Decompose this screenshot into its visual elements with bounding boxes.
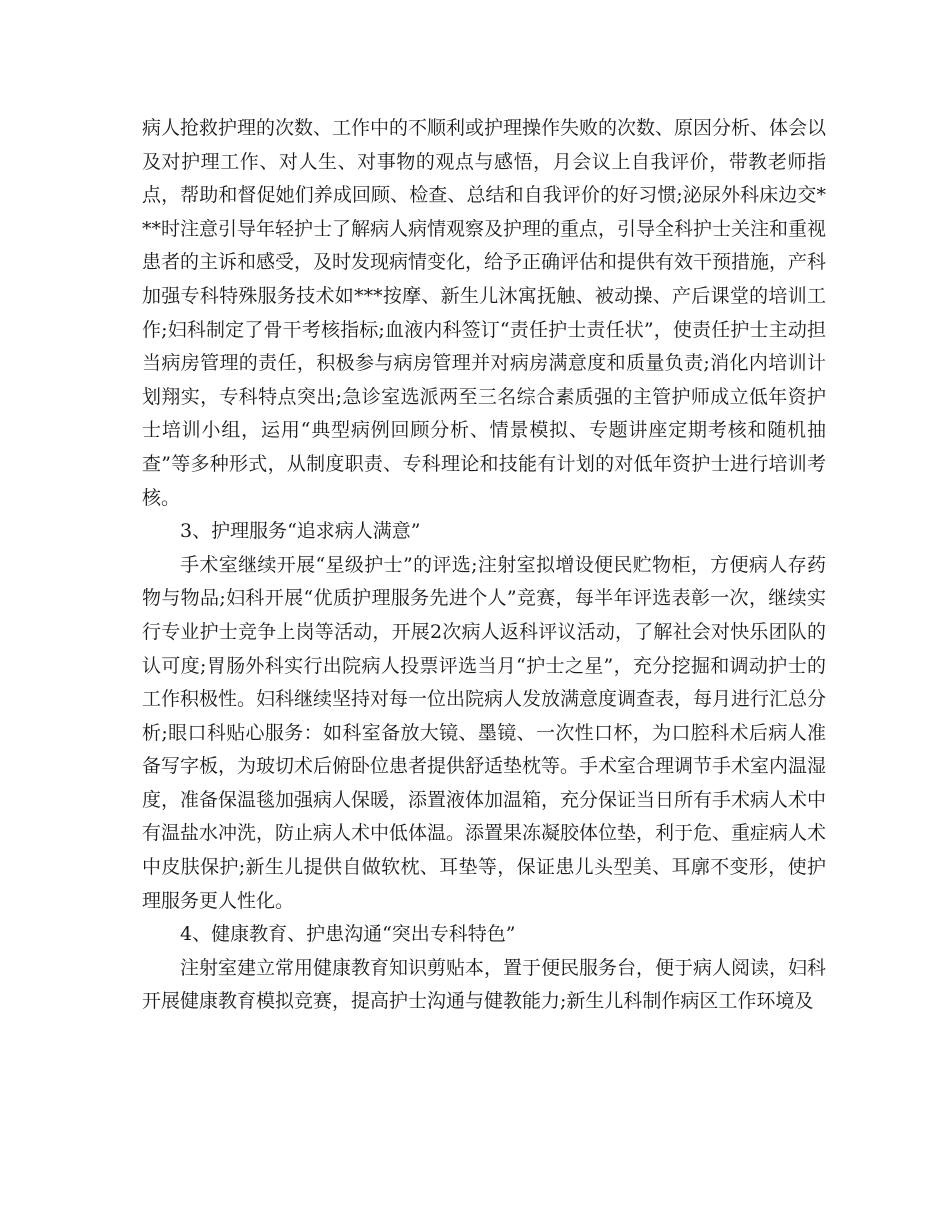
section-heading-4: 4、健康教育、护患沟通“突出专科特色” bbox=[180, 923, 516, 946]
document-page bbox=[142, 112, 826, 1019]
paragraph-training: 病人抢救护理的次数、工作中的不顺利或护理操作失败的次数、原因分析、体会以及对护理工作、对人生、对事物的观点与感悟，月会议上自我评价，带教老师指点，帮助和督促她们养成回顾、检查、总结和自我评价的好习惯;泌尿外科床边交***时注意引导年轻护士了解病人病情观察及护理的重点，引导全科护士关注和重视患者的主诉和感受，及时发现病情变化，给予正确评估和提供有效干预措施，产科加强专科特殊服务技术如***按摩、新生儿沐寓抚触、被动操、产后课堂的培训工作;妇科制定了骨干考核指标;血液内科签订“责任护士责任状”，使责任护士主动担当病房管理的责任，积极参与病房管理并对病房满意度和质量负责;消化内培训计划翔实，专科特点突出;急诊室选派两至三名综合素质强的主管护师成立低年资护士培训小组，运用“典型病例回顾分析、情景模拟、专题讲座定期考核和随机抽查”等多种形式，从制度职责、专科理论和技能有计划的对低年资护士进行培训考核。 bbox=[142, 117, 827, 509]
section-heading-3: 3、护理服务“追求病人满意” bbox=[180, 520, 421, 543]
paragraph-health-education: 注射室建立常用健康教育知识剪贴本，置于便民服务台，便于病人阅读，妇科开展健康教育模拟竞赛，提高护士沟通与健教能力;新生儿科制作病区工作环境及 bbox=[142, 956, 827, 1013]
paragraph-service: 手术室继续开展“星级护士”的评选;注射室拟增设便民贮物柜，方便病人存药物与物品;妇科开展“优质护理服务先进个人”竞赛，每半年评选表彰一次，继续实行专业护士竞争上岗等活动，开展2次病人返科评议活动，了解社会对快乐团队的认可度;胃肠外科实行出院病人投票评选当月“护士之星”，充分挖掘和调动护士的工作积极性。妇科继续坚持对每一位出院病人发放满意度调查表，每月进行汇总分析;眼口科贴心服务：如科室备放大镜、墨镜、一次性口杯，为口腔科术后病人准备写字板，为玻切术后俯卧位患者提供舒适垫枕等。手术室合理调节手术室内温湿度，准备保温毯加强病人保暖，添置液体加温箱，充分保证当日所有手术病人术中有温盐水冲洗，防止病人术中低体温。添置果冻凝胶体位垫，利于危、重症病人术中皮肤保护;新生儿提供自做软枕、耳垫等，保证患儿头型美、耳廓不变形，使护理服务更人性化。 bbox=[142, 553, 827, 912]
